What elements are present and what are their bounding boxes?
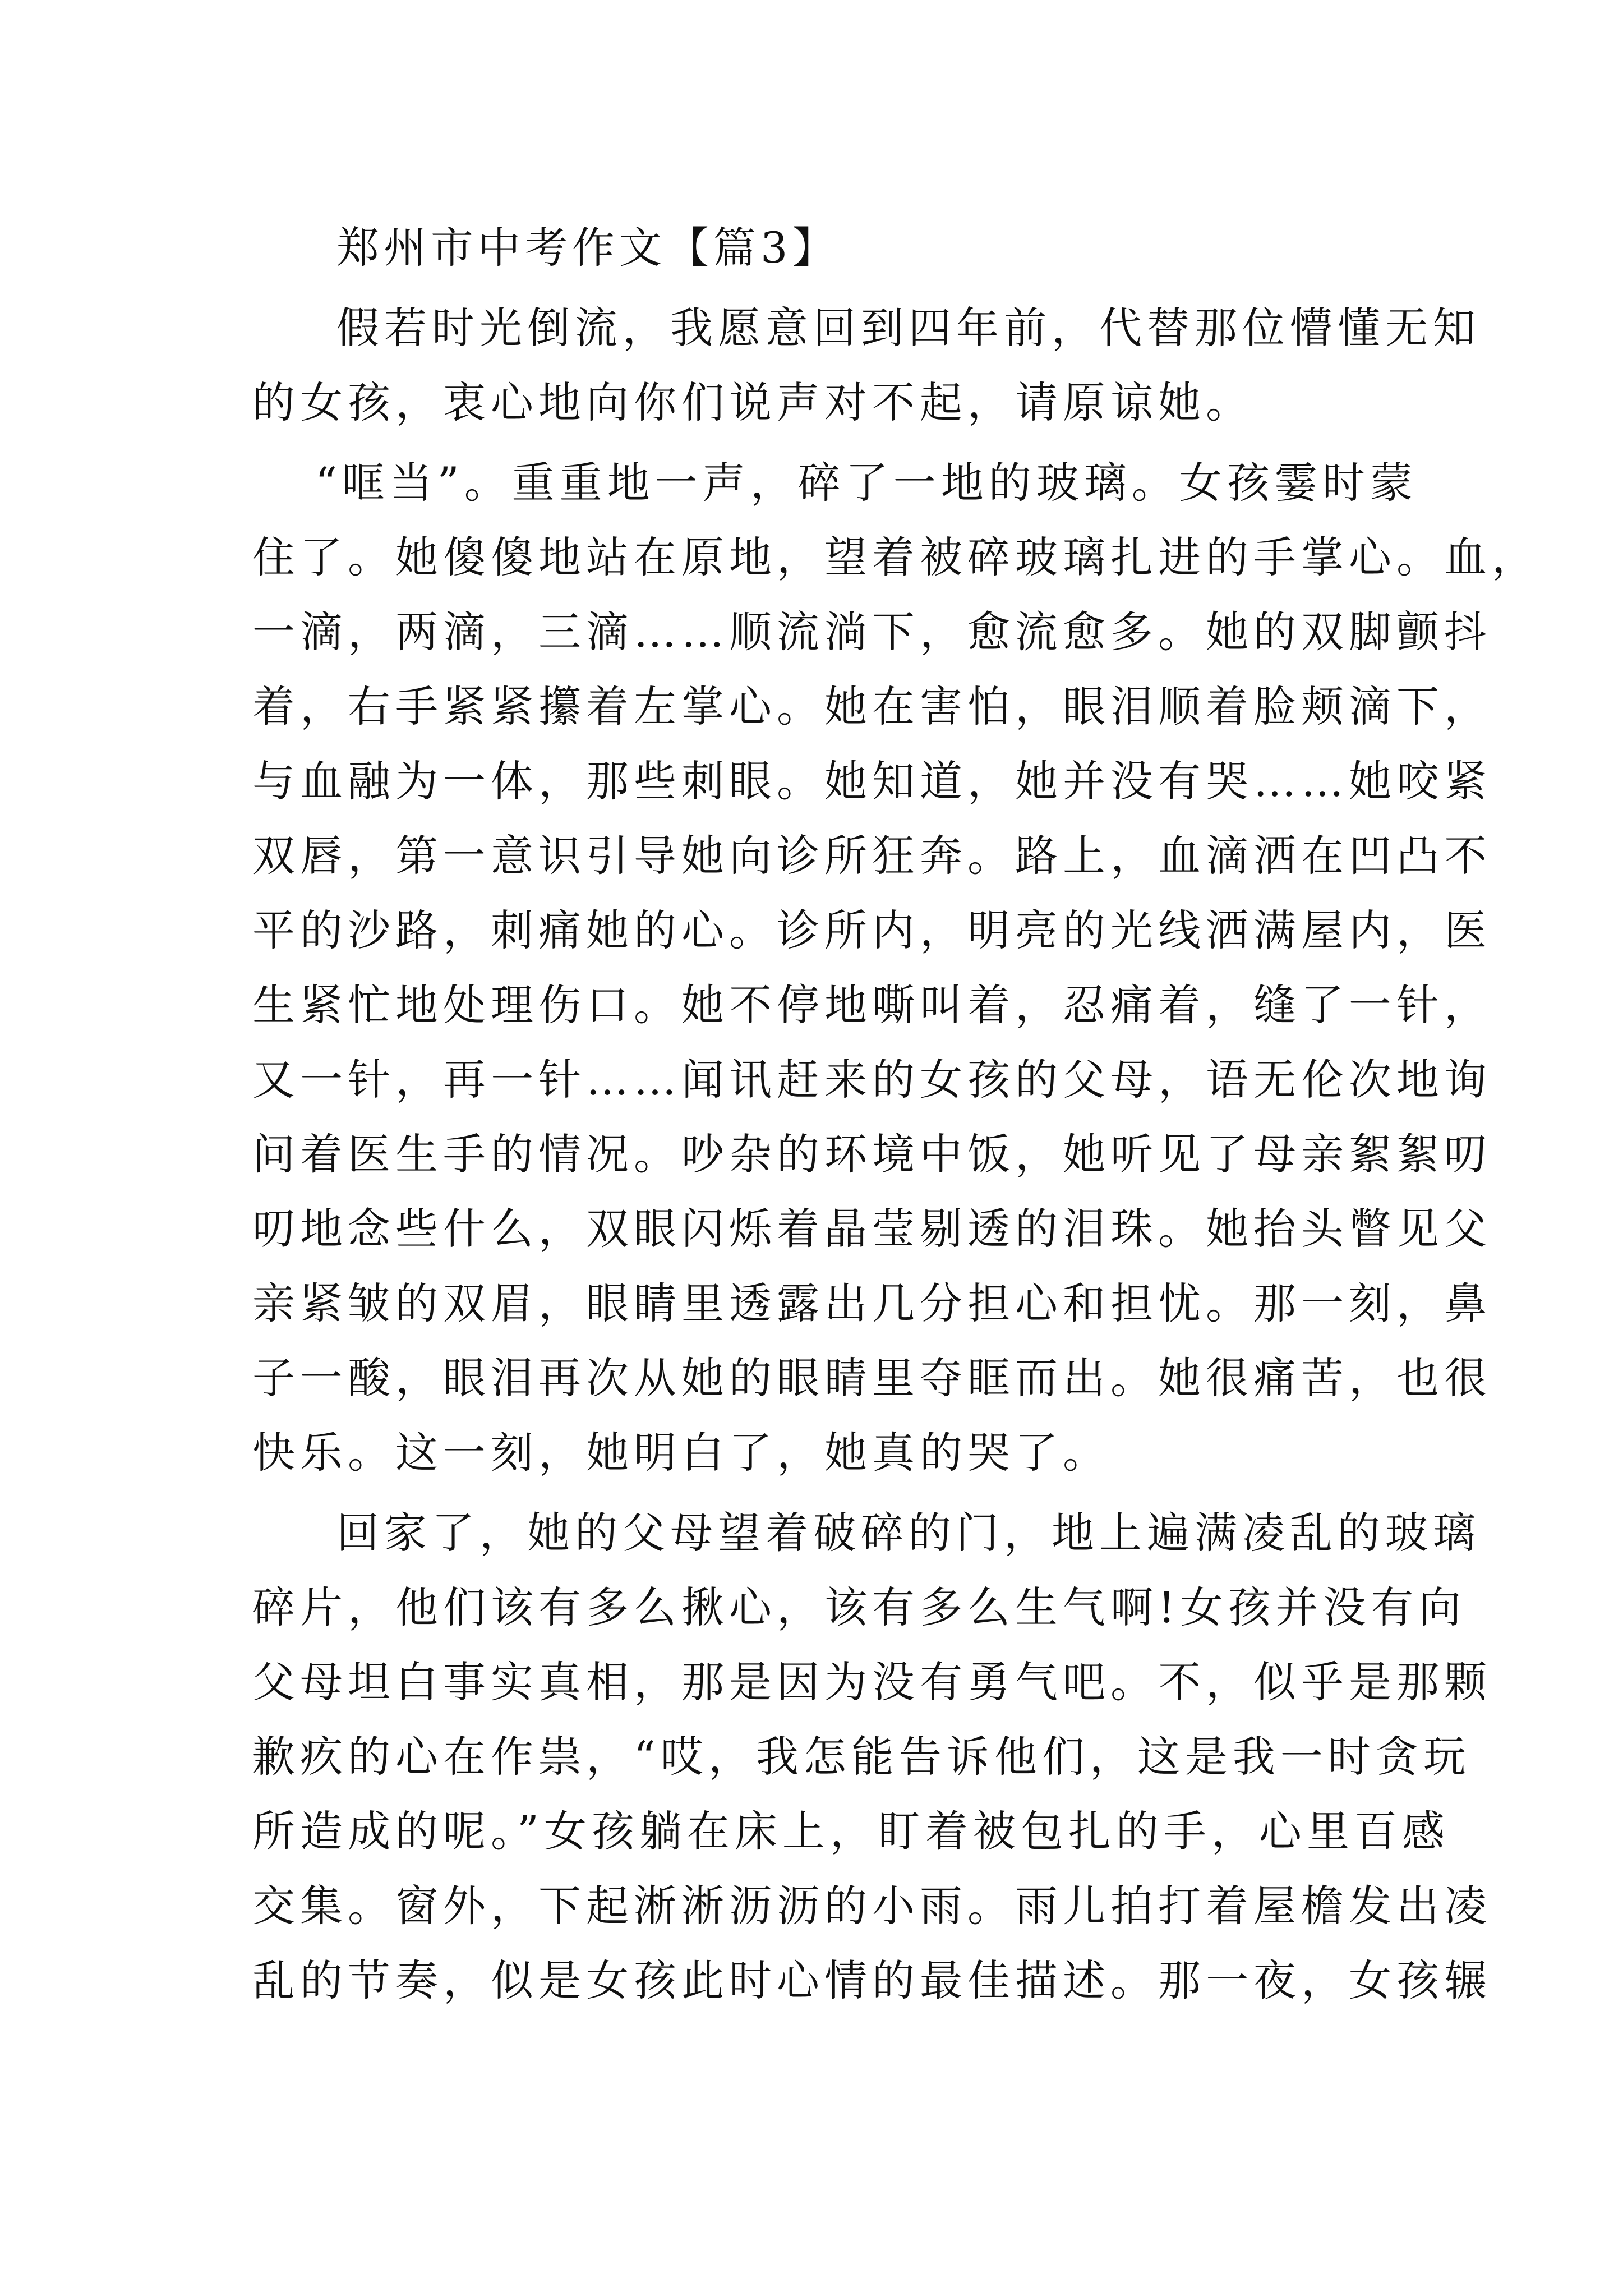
paragraph-line: 假若时光倒流，我愿意回到四年前，代替那位懵懂无知 bbox=[336, 303, 1481, 353]
essay-title: 郑州市中考作文【篇3】 bbox=[336, 223, 840, 273]
spacer bbox=[252, 1490, 1385, 1496]
paragraph-line: 所造成的呢。”女孩躺在床上，盯着被包扎的手，心里百感 bbox=[252, 1806, 1450, 1856]
paragraph-line: 与血融为一体，那些刺眼。她知道，她并没有哭……她咬紧 bbox=[252, 756, 1492, 806]
spacer bbox=[252, 285, 1385, 291]
paragraph-line: 一滴，两滴，三滴……顺流淌下，愈流愈多。她的双脚颤抖 bbox=[252, 607, 1492, 657]
paragraph-line: 问着医生手的情况。吵杂的环境中饭，她听见了母亲絮絮叨 bbox=[252, 1129, 1492, 1179]
paragraph-line: 交集。窗外，下起淅淅沥沥的小雨。雨儿拍打着屋檐发出凌 bbox=[252, 1881, 1492, 1931]
paragraph-line: 平的沙路，刺痛她的心。诊所内，明亮的光线洒满屋内，医 bbox=[252, 905, 1492, 955]
paragraph-line: “哐当”。重重地一声，碎了一地的玻璃。女孩霎时蒙 bbox=[315, 458, 1418, 508]
paragraph-line: 叨地念些什么，双眼闪烁着晶莹剔透的泪珠。她抬头瞥见父 bbox=[252, 1204, 1492, 1254]
paragraph-line: 快乐。这一刻，她明白了，她真的哭了。 bbox=[252, 1428, 1110, 1478]
paragraph-line: 乱的节奏，似是女孩此时心情的最佳描述。那一夜，女孩辗 bbox=[252, 1955, 1492, 2005]
paragraph-line: 子一酸，眼泪再次从她的眼睛里夺眶而出。她很痛苦，也很 bbox=[252, 1353, 1492, 1403]
paragraph-line: 着，右手紧紧攥着左掌心。她在害怕，眼泪顺着脸颊滴下， bbox=[252, 682, 1492, 731]
paragraph-line: 碎片，他们该有多么揪心，该有多么生气啊!女孩并没有向 bbox=[252, 1582, 1467, 1632]
paragraph-line: 双唇，第一意识引导她向诊所狂奔。路上，血滴洒在凹凸不 bbox=[252, 831, 1492, 881]
paragraph-line: 住了。她傻傻地站在原地，望着被碎玻璃扎进的手掌心。血， bbox=[252, 532, 1539, 582]
paragraph-line: 又一针，再一针……闻讯赶来的女孩的父母，语无伦次地询 bbox=[252, 1055, 1492, 1105]
essay-body bbox=[252, 210, 1539, 2018]
paragraph-line: 生紧忙地处理伤口。她不停地嘶叫着，忍痛着，缝了一针， bbox=[252, 980, 1492, 1030]
paragraph-line: 回家了，她的父母望着破碎的门，地上遍满凌乱的玻璃 bbox=[336, 1508, 1481, 1558]
paragraph-line: 父母坦白事实真相，那是因为没有勇气吧。不，似乎是那颗 bbox=[252, 1657, 1492, 1707]
spacer bbox=[252, 440, 1385, 445]
paragraph-line: 的女孩，衷心地向你们说声对不起，请原谅她。 bbox=[252, 378, 1253, 427]
paragraph-line: 亲紧皱的双眉，眼睛里透露出几分担心和担忧。那一刻，鼻 bbox=[252, 1278, 1492, 1328]
paragraph-line: 歉疚的心在作祟，“哎，我怎能告诉他们，这是我一时贪玩 bbox=[252, 1732, 1471, 1782]
